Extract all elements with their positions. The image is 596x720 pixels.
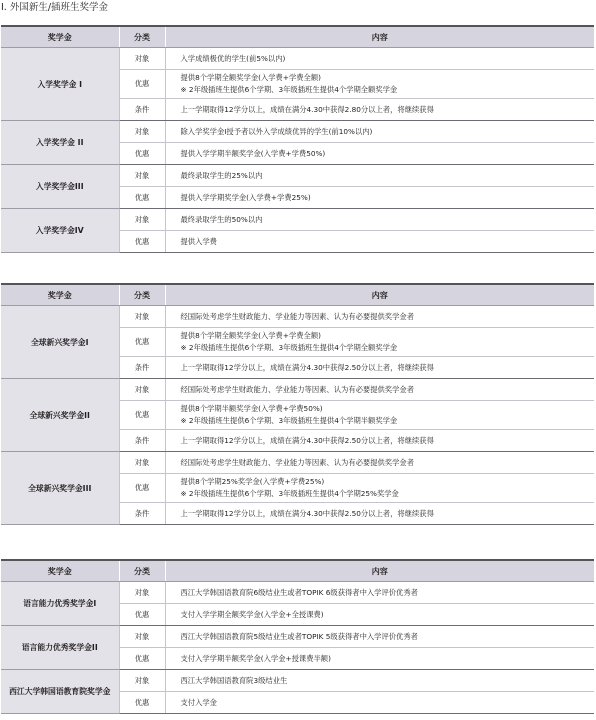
content-line: ※ 2年级插班生提供6个学期、3年级插班生提供4个学期半额奖学金 — [180, 416, 398, 425]
content-line: 支付入学学期半额奖学金(入学金+授课费半额) — [180, 653, 331, 663]
category-cell: 优惠 — [119, 692, 165, 714]
content-line: 提供8个学期半额奖学金(入学费+学费50%) — [180, 404, 323, 413]
table-header-row — [1, 26, 594, 48]
content-cell — [165, 70, 594, 99]
content-cell — [165, 626, 594, 648]
category-cell: 对象 — [119, 165, 165, 187]
category-cell: 优惠 — [119, 328, 165, 357]
content-line: 提供入学费 — [180, 236, 217, 246]
content-line: ※ 2年级插班生提供6个学期、3年级插班生提供4个学期全额奖学金 — [180, 85, 398, 94]
table-row — [1, 48, 594, 70]
category-cell: 对象 — [119, 670, 165, 692]
content-cell — [165, 121, 594, 143]
category-cell: 对象 — [119, 452, 165, 474]
scholarship-table-1 — [1, 25, 594, 253]
header-category: 分类 — [119, 26, 165, 48]
content-cell — [165, 209, 594, 231]
category-cell: 优惠 — [119, 401, 165, 430]
scholarship-table-3 — [1, 559, 594, 714]
content-cell — [165, 582, 594, 604]
scholarship-name: 语言能力优秀奖学金I — [1, 582, 119, 626]
table-row — [1, 209, 594, 231]
scholarship-name: 入学奖学金IV — [1, 209, 119, 253]
content-line: 经国际处考虑学生财政能力、学业能力等因素、认为有必要提供奖学金者 — [180, 311, 414, 321]
header-scholarship: 奖学金 — [1, 26, 119, 48]
table-row — [1, 582, 594, 604]
category-cell: 对象 — [119, 48, 165, 70]
category-cell: 条件 — [119, 357, 165, 379]
content-cell — [165, 692, 594, 714]
category-cell: 对象 — [119, 209, 165, 231]
content-cell — [165, 474, 594, 503]
scholarship-name: 语言能力优秀奖学金II — [1, 626, 119, 670]
content-cell — [165, 187, 594, 209]
content-cell — [165, 452, 594, 474]
header-scholarship: 奖学金 — [1, 284, 119, 306]
category-cell: 优惠 — [119, 143, 165, 165]
content-line: 提供入学学期半额奖学金(入学费+学费50%) — [180, 148, 326, 158]
category-cell: 优惠 — [119, 231, 165, 253]
scholarship-name: 西江大学韩国语教育院奖学金 — [1, 670, 119, 714]
content-cell — [165, 328, 594, 357]
header-category: 分类 — [119, 560, 165, 582]
content-line: 最终录取学生的25%以内 — [180, 170, 263, 180]
category-cell: 条件 — [119, 503, 165, 525]
scholarship-name: 全球新兴奖学金I — [1, 306, 119, 379]
table-header-row — [1, 284, 594, 306]
content-line: 提供8个学期全额奖学金(入学费+学费全额) — [180, 331, 321, 340]
content-line: 上一学期取得12学分以上，成绩在满分4.30中获得2.50分以上者，将继续获得 — [180, 508, 434, 518]
category-cell: 优惠 — [119, 70, 165, 99]
content-cell — [165, 165, 594, 187]
content-cell — [165, 430, 594, 452]
content-line: 经国际处考虑学生财政能力、学业能力等因素、认为有必要提供奖学金者 — [180, 384, 414, 394]
category-cell: 对象 — [119, 582, 165, 604]
content-line: 西江大学韩国语教育院3级结业生 — [180, 675, 288, 685]
scholarship-table-2 — [1, 283, 594, 525]
category-cell: 优惠 — [119, 648, 165, 670]
content-line: 上一学期取得12学分以上，成绩在满分4.30中获得2.50分以上者，将继续获得 — [180, 362, 434, 372]
table-row — [1, 121, 594, 143]
content-cell — [165, 648, 594, 670]
category-cell: 对象 — [119, 626, 165, 648]
table-row — [1, 626, 594, 648]
category-cell: 优惠 — [119, 187, 165, 209]
category-cell: 对象 — [119, 306, 165, 328]
content-line: 提供8个学期全额奖学金(入学费+学费全额) — [180, 73, 321, 82]
content-cell — [165, 670, 594, 692]
content-cell — [165, 604, 594, 626]
content-line: 上一学期取得12学分以上，成绩在满分4.30中获得2.80分以上者，将继续获得 — [180, 104, 434, 114]
table-row — [1, 165, 594, 187]
content-cell — [165, 99, 594, 121]
scholarship-name: 入学奖学金 II — [1, 121, 119, 165]
content-cell — [165, 306, 594, 328]
content-line: 支付入学金 — [180, 697, 217, 707]
category-cell: 对象 — [119, 121, 165, 143]
section-title: I. 外国新生/插班生奖学金 — [1, 2, 109, 13]
content-line: 上一学期取得12学分以上，成绩在满分4.30中获得2.50分以上者，将继续获得 — [180, 435, 434, 445]
content-line: 最终录取学生的50%以内 — [180, 214, 263, 224]
content-cell — [165, 357, 594, 379]
category-cell: 对象 — [119, 379, 165, 401]
content-cell — [165, 48, 594, 70]
header-content: 内容 — [165, 284, 594, 306]
content-line: 入学成绩极优的学生(前5%以内) — [180, 53, 286, 63]
content-line: 西江大学韩国语教育院6级结业生或者TOPIK 6级获得者中入学评价优秀者 — [180, 587, 418, 597]
content-cell — [165, 379, 594, 401]
content-line: ※ 2年级插班生提供6个学期、3年级插班生提供4个学期全额奖学金 — [180, 343, 398, 352]
category-cell: 优惠 — [119, 474, 165, 503]
content-cell — [165, 231, 594, 253]
header-scholarship: 奖学金 — [1, 560, 119, 582]
scholarship-name: 入学奖学金 I — [1, 48, 119, 121]
scholarship-name: 入学奖学金III — [1, 165, 119, 209]
content-cell — [165, 401, 594, 430]
category-cell: 优惠 — [119, 604, 165, 626]
header-category: 分类 — [119, 284, 165, 306]
header-content: 内容 — [165, 26, 594, 48]
table-row — [1, 379, 594, 401]
scholarship-name: 全球新兴奖学金III — [1, 452, 119, 525]
content-cell — [165, 143, 594, 165]
table-row — [1, 306, 594, 328]
content-line: ※ 2年级插班生提供6个学期、3年级插班生提供4个学期25%奖学金 — [180, 489, 399, 498]
scholarship-name: 全球新兴奖学金II — [1, 379, 119, 452]
content-cell — [165, 503, 594, 525]
content-line: 除入学奖学金I授予者以外入学成绩优异的学生(前10%以内) — [180, 126, 373, 136]
content-line: 西江大学韩国语教育院5级结业生或者TOPIK 5级获得者中入学评价优秀者 — [180, 631, 418, 641]
content-line: 经国际处考虑学生财政能力、学业能力等因素、认为有必要提供奖学金者 — [180, 457, 414, 467]
content-line: 提供8个学期25%奖学金(入学费+学费25%) — [180, 477, 325, 486]
header-content: 内容 — [165, 560, 594, 582]
category-cell: 条件 — [119, 430, 165, 452]
table-header-row — [1, 560, 594, 582]
content-line: 提供入学学期奖学金(入学费+学费25%) — [180, 192, 311, 202]
table-row — [1, 670, 594, 692]
category-cell: 条件 — [119, 99, 165, 121]
table-row — [1, 452, 594, 474]
content-line: 支付入学学期全额奖学金(入学金+全授课费) — [180, 609, 324, 619]
